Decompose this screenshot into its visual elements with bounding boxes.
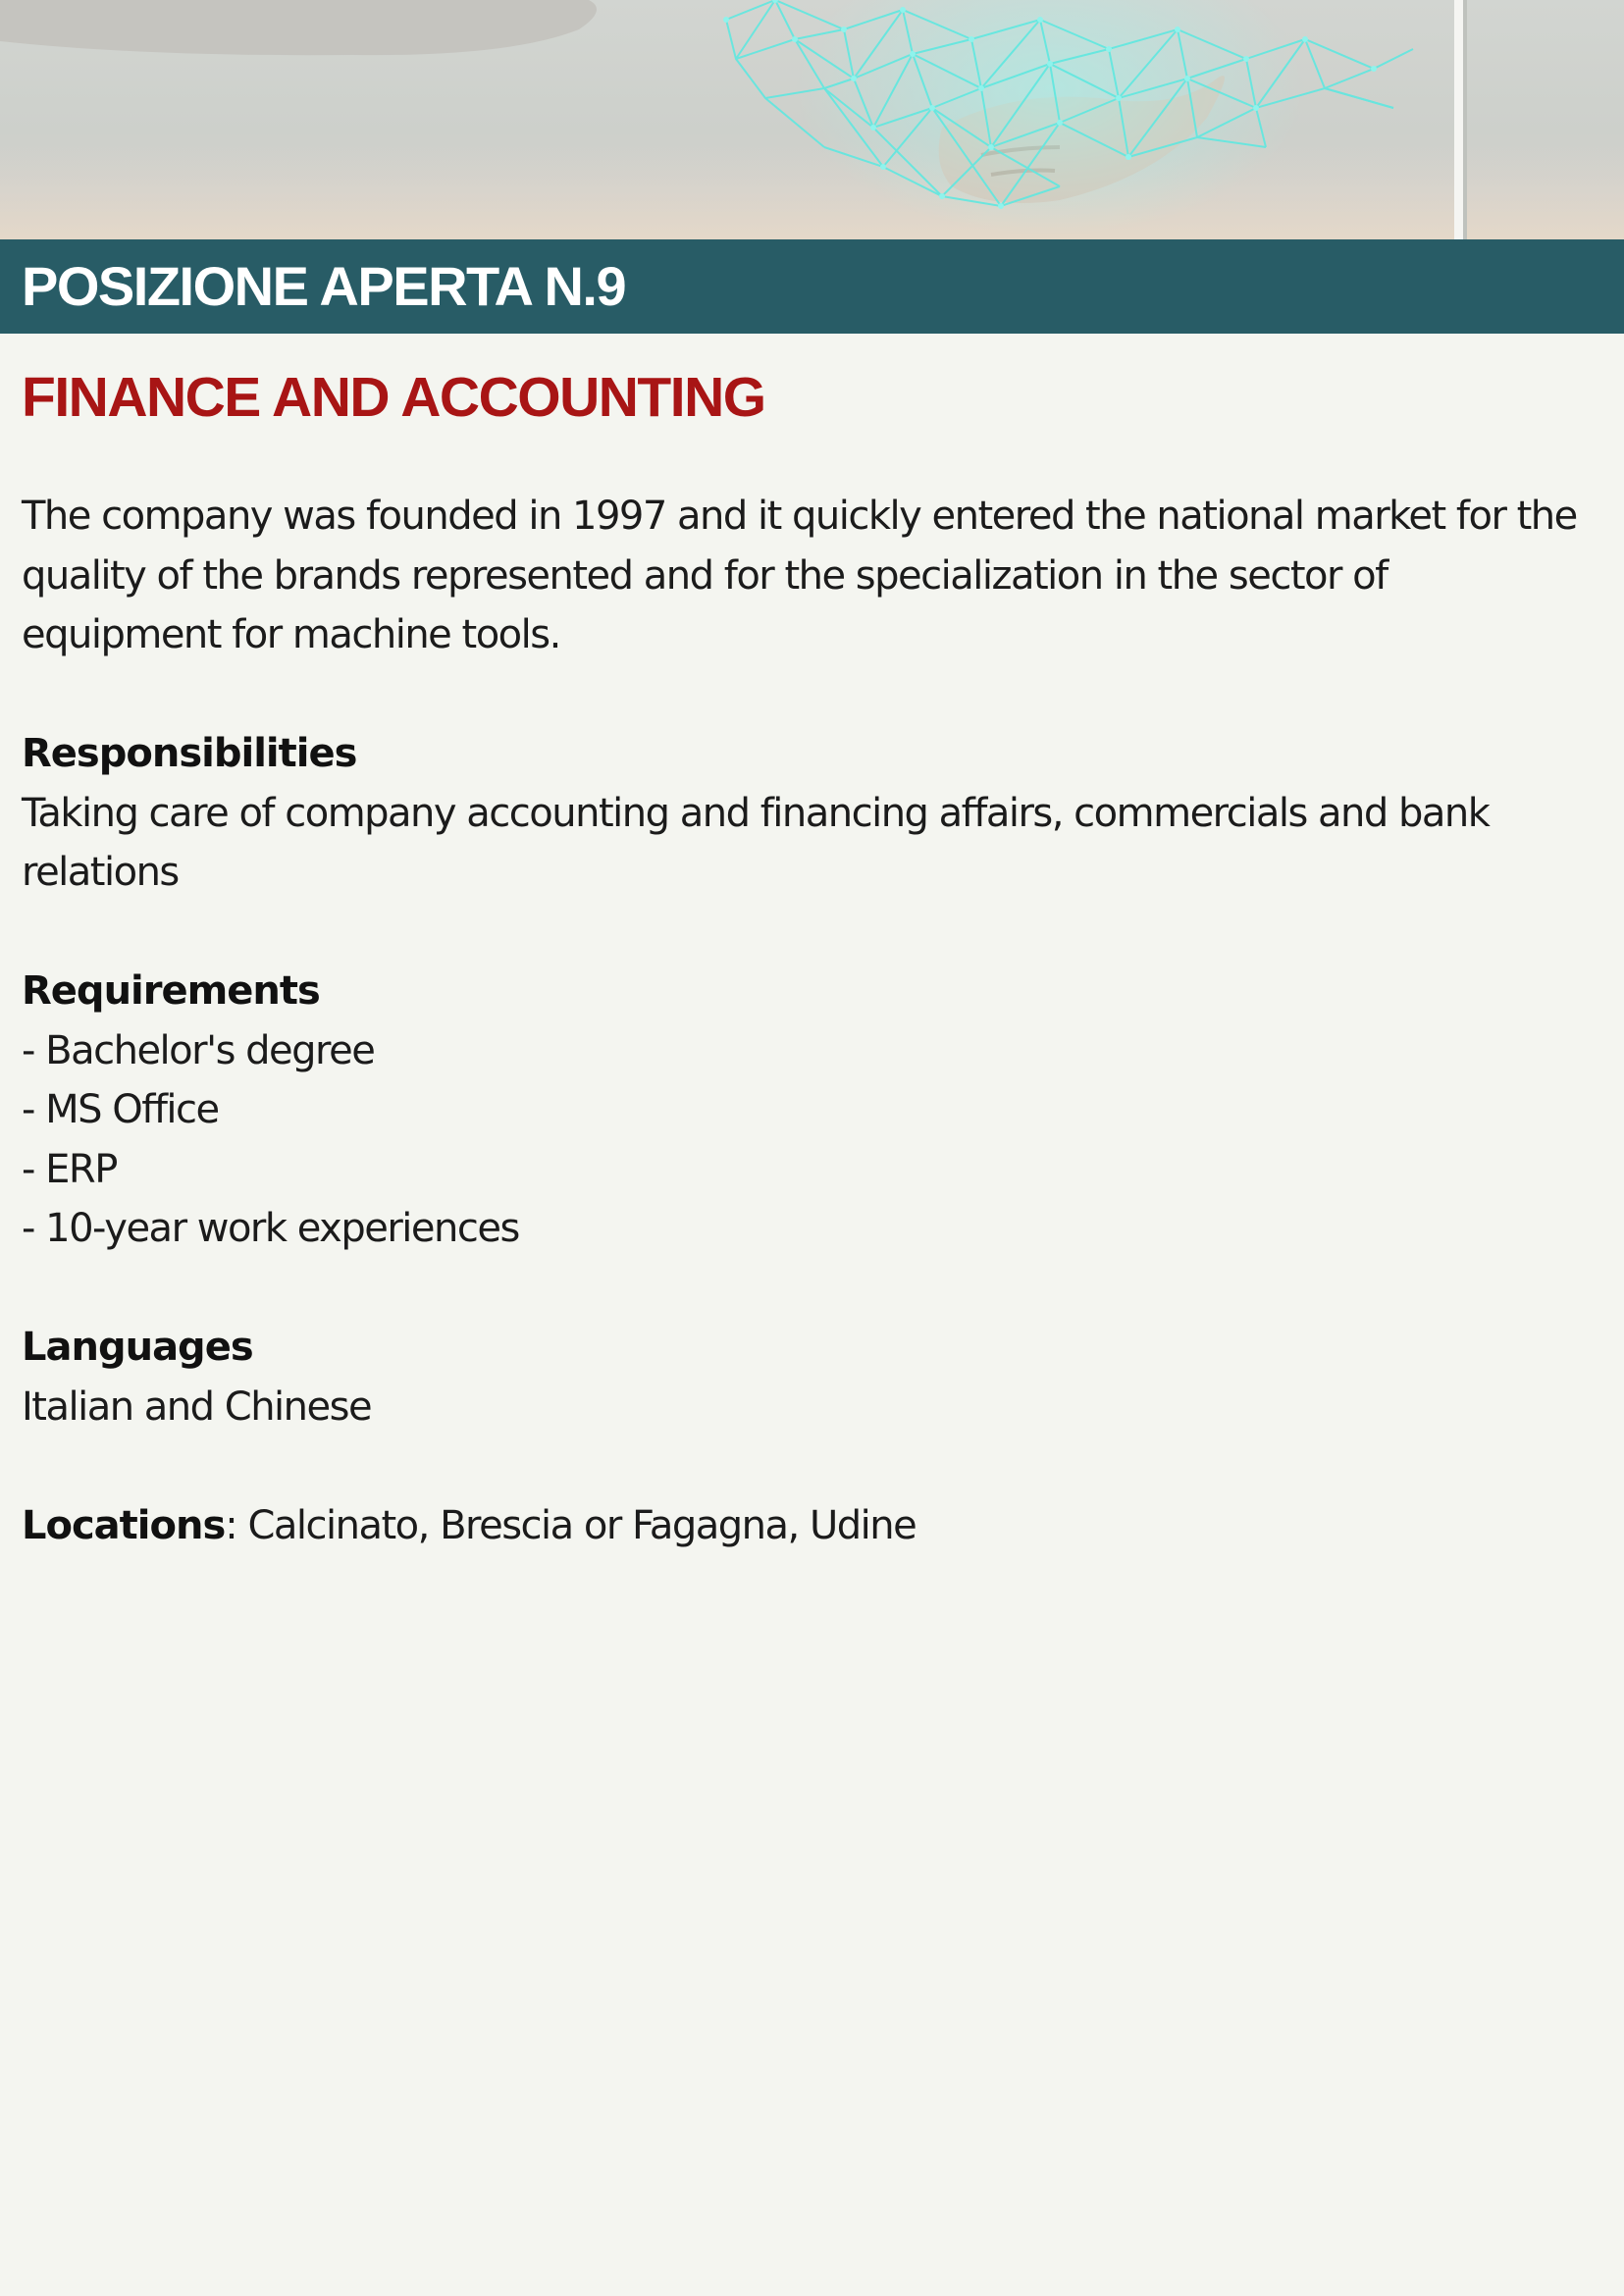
- languages-heading: Languages: [22, 1325, 253, 1370]
- job-title: FINANCE AND ACCOUNTING: [22, 366, 765, 429]
- requirement-item: - ERP: [22, 1146, 117, 1192]
- requirement-item: - Bachelor's degree: [22, 1027, 375, 1073]
- languages-text: Italian and Chinese: [22, 1383, 372, 1430]
- requirements-heading: Requirements: [22, 968, 320, 1014]
- requirements-list: [22, 1021, 1592, 1259]
- spacer: [22, 665, 1592, 725]
- job-description: [22, 487, 1592, 1555]
- position-number-title: POSIZIONE APERTA N.9: [22, 255, 626, 317]
- white-pole: [1454, 0, 1463, 239]
- requirement-item: - MS Office: [22, 1087, 219, 1132]
- sleeve-shape: [0, 0, 597, 55]
- company-intro: The company was founded in 1997 and it quickly entered the national market for the quality of the brands represented and for the specialization in the sector of equipment for machine tools.: [22, 494, 1577, 657]
- responsibilities-heading: Responsibilities: [22, 731, 357, 776]
- responsibilities-text: Taking care of company accounting and financing affairs, commercials and bank relations: [22, 790, 1490, 895]
- locations-text: : Calcinato, Brescia or Fagagna, Udine: [225, 1502, 917, 1548]
- spacer: [22, 1259, 1592, 1319]
- locations-line: [22, 1496, 1592, 1556]
- spacer: [22, 903, 1592, 963]
- position-banner: [0, 239, 1624, 334]
- handshake-network-illustration: [0, 0, 1624, 239]
- header-photo: [0, 0, 1624, 239]
- locations-heading: Locations: [22, 1502, 226, 1548]
- spacer: [22, 1436, 1592, 1496]
- requirement-item: - 10-year work experiences: [22, 1206, 519, 1251]
